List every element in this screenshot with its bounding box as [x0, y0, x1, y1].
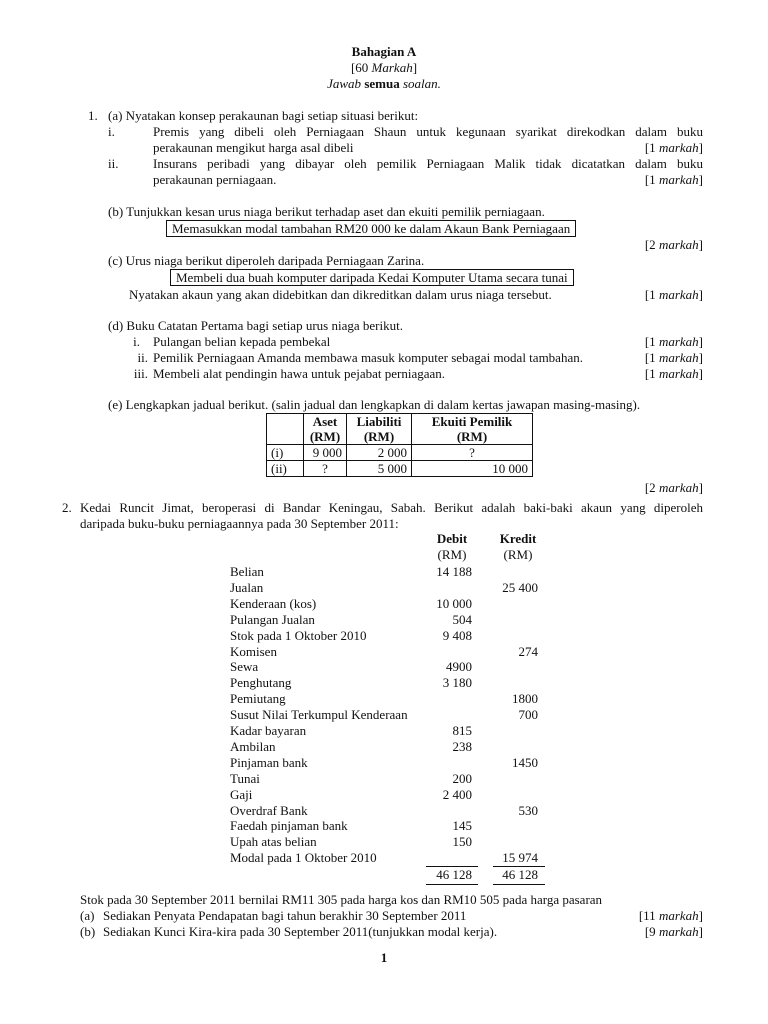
account-name: Gaji: [230, 787, 253, 802]
q2-intro: Kedai Runcit Jimat, beroperasi di Bandar Keningau, Sabah. Berikut adalah baki-baki akaun yang diperoleh: [80, 500, 703, 515]
q1d-item-num: ii.: [137, 350, 148, 365]
account-debit: 9 408: [442, 628, 472, 643]
stock-note: Stok pada 30 September 2011 bernilai RM11 305 pada harga kos dan RM10 505 pada harga pasaran: [80, 892, 603, 907]
q1a-item-line: perakaunan perniagaan.: [153, 172, 277, 187]
account-debit: 145: [452, 818, 472, 833]
q1c-prompt: (c) Urus niaga berikut diperoleh daripada Perniagaan Zarina.: [108, 253, 425, 268]
account-name: Overdraf Bank: [230, 803, 308, 818]
account-debit: 200: [452, 771, 472, 786]
equity-table-header-cell: Aset (RM): [304, 414, 347, 445]
equity-table-cell: 2 000: [347, 445, 412, 461]
q2-intro: daripada buku-buku perniagaannya pada 30 September 2011:: [80, 516, 399, 531]
account-debit: 238: [452, 739, 472, 754]
section-title: Bahagian A: [351, 44, 417, 59]
account-debit: 150: [452, 834, 472, 849]
account-name: Penghutang: [230, 675, 292, 690]
q1d-item-num: i.: [133, 334, 140, 349]
instruction-text: Jawab semua soalan.: [327, 76, 441, 91]
q1a-item-mark: [1 markah]: [644, 172, 703, 187]
q1d-item-text: Pemilik Perniagaan Amanda membawa masuk komputer sebagai modal tambahan.: [153, 350, 583, 365]
account-kredit: 530: [518, 803, 538, 818]
q1a-item-line: Insurans peribadi yang dibayar oleh pemilik Perniagaan Malik tidak dicatatkan dalam buku: [153, 156, 703, 171]
q1e-mark: [2 markah]: [644, 480, 703, 495]
equity-table-cell: (ii): [267, 461, 304, 477]
q1b-mark: [2 markah]: [644, 237, 703, 252]
equity-table-cell: ?: [412, 445, 533, 461]
account-name: Belian: [230, 564, 264, 579]
q1e-prompt: (e) Lengkapkan jadual berikut. (salin jadual dan lengkapkan di dalam kertas jawapan masing-masing).: [108, 397, 641, 412]
q1c-mark: [1 markah]: [644, 287, 703, 302]
equity-table-cell: 10 000: [412, 461, 533, 477]
account-name: Upah atas belian: [230, 834, 317, 849]
account-kredit: 25 400: [502, 580, 538, 595]
q1a-item-num: ii.: [108, 156, 119, 171]
account-debit: 10 000: [436, 596, 472, 611]
kredit-header: Kredit: [499, 531, 537, 546]
q1a-prompt: (a) Nyatakan konsep perakaunan bagi setiap situasi berikut:: [108, 108, 419, 123]
q1d-item-text: Membeli alat pendingin hawa untuk pejabat perniagaan.: [153, 366, 446, 381]
q1d-item-mark: [1 markah]: [644, 334, 703, 349]
q1b-prompt: (b) Tunjukkan kesan urus niaga berikut terhadap aset dan ekuiti pemilik perniagaan.: [108, 204, 545, 219]
account-kredit: 1800: [512, 691, 538, 706]
account-debit: 2 400: [442, 787, 472, 802]
total-kredit: 46 128: [502, 867, 538, 882]
equity-table-row: [267, 461, 533, 477]
q2b-mark: [9 markah]: [644, 924, 703, 939]
account-name: Susut Nilai Terkumpul Kenderaan: [230, 707, 408, 722]
q2b-text: Sediakan Kunci Kira-kira pada 30 September 2011(tunjukkan modal kerja).: [103, 924, 498, 939]
debit-unit: (RM): [437, 547, 467, 562]
kredit-total-underline: [493, 884, 545, 885]
account-debit: 4900: [446, 659, 472, 674]
equity-table-cell: (i): [267, 445, 304, 461]
q1c-followup: Nyatakan akaun yang akan didebitkan dan dikreditkan dalam urus niaga tersebut.: [129, 287, 552, 302]
q1d-item-mark: [1 markah]: [644, 350, 703, 365]
section-instruction: [0, 76, 768, 92]
account-name: Tunai: [230, 771, 260, 786]
equity-table-header: [267, 414, 533, 445]
q1b-transaction-box: Memasukkan modal tambahan RM20 000 ke dalam Akaun Bank Perniagaan: [166, 220, 576, 237]
account-name: Kenderaan (kos): [230, 596, 317, 611]
account-name: Pinjaman bank: [230, 755, 308, 770]
q1a-item-mark: [1 markah]: [644, 140, 703, 155]
q1-number: 1.: [88, 108, 98, 123]
q2b-label: (b): [80, 924, 96, 939]
q1c-transaction-box: Membeli dua buah komputer daripada Kedai Komputer Utama secara tunai: [170, 269, 574, 286]
q1d-item-num: iii.: [133, 366, 148, 381]
account-name: Pemiutang: [230, 691, 286, 706]
q2a-mark: [11 markah]: [638, 908, 703, 923]
account-debit: 504: [452, 612, 472, 627]
account-debit: 3 180: [442, 675, 472, 690]
account-debit: 815: [452, 723, 472, 738]
q1a-item-line: Premis yang dibeli oleh Perniagaan Shaun untuk kegunaan syarikat direkodkan dalam buku: [153, 124, 703, 139]
account-name: Kadar bayaran: [230, 723, 307, 738]
equity-table-cell: ?: [304, 461, 347, 477]
total-debit: 46 128: [436, 867, 472, 882]
q1a-item-num: i.: [108, 124, 115, 139]
kredit-unit: (RM): [503, 547, 533, 562]
equity-table-header-cell: [267, 414, 304, 445]
account-debit: 14 188: [436, 564, 472, 579]
q1d-prompt: (d) Buku Catatan Pertama bagi setiap urus niaga berikut.: [108, 318, 403, 333]
equity-table-cell: 5 000: [347, 461, 412, 477]
debit-header: Debit: [436, 531, 468, 546]
account-name: Komisen: [230, 644, 277, 659]
account-name: Stok pada 1 Oktober 2010: [230, 628, 367, 643]
account-kredit: 274: [518, 644, 538, 659]
equity-table-header-cell: Ekuiti Pemilik (RM): [412, 414, 533, 445]
account-kredit: 700: [518, 707, 538, 722]
q2a-text: Sediakan Penyata Pendapatan bagi tahun berakhir 30 September 2011: [103, 908, 467, 923]
equity-table-cell: 9 000: [304, 445, 347, 461]
q1a-item-line: perakaunan mengikut harga asal dibeli: [153, 140, 354, 155]
q1d-item-mark: [1 markah]: [644, 366, 703, 381]
equity-table-header-cell: Liabiliti (RM): [347, 414, 412, 445]
equity-table: [266, 413, 533, 477]
account-name: Jualan: [230, 580, 264, 595]
section-marks: [60 Markah]: [350, 60, 418, 75]
account-name: Pulangan Jualan: [230, 612, 315, 627]
account-kredit: 15 974: [502, 850, 538, 865]
account-name: Sewa: [230, 659, 259, 674]
equity-table-row: [267, 445, 533, 461]
account-name: Modal pada 1 Oktober 2010: [230, 850, 377, 865]
q2-number: 2.: [62, 500, 72, 515]
debit-total-underline: [426, 884, 478, 885]
account-kredit: 1450: [512, 755, 538, 770]
q1d-item-text: Pulangan belian kepada pembekal: [153, 334, 331, 349]
account-name: Faedah pinjaman bank: [230, 818, 348, 833]
page-number: 1: [380, 950, 388, 965]
account-name: Ambilan: [230, 739, 276, 754]
q2a-label: (a): [80, 908, 95, 923]
